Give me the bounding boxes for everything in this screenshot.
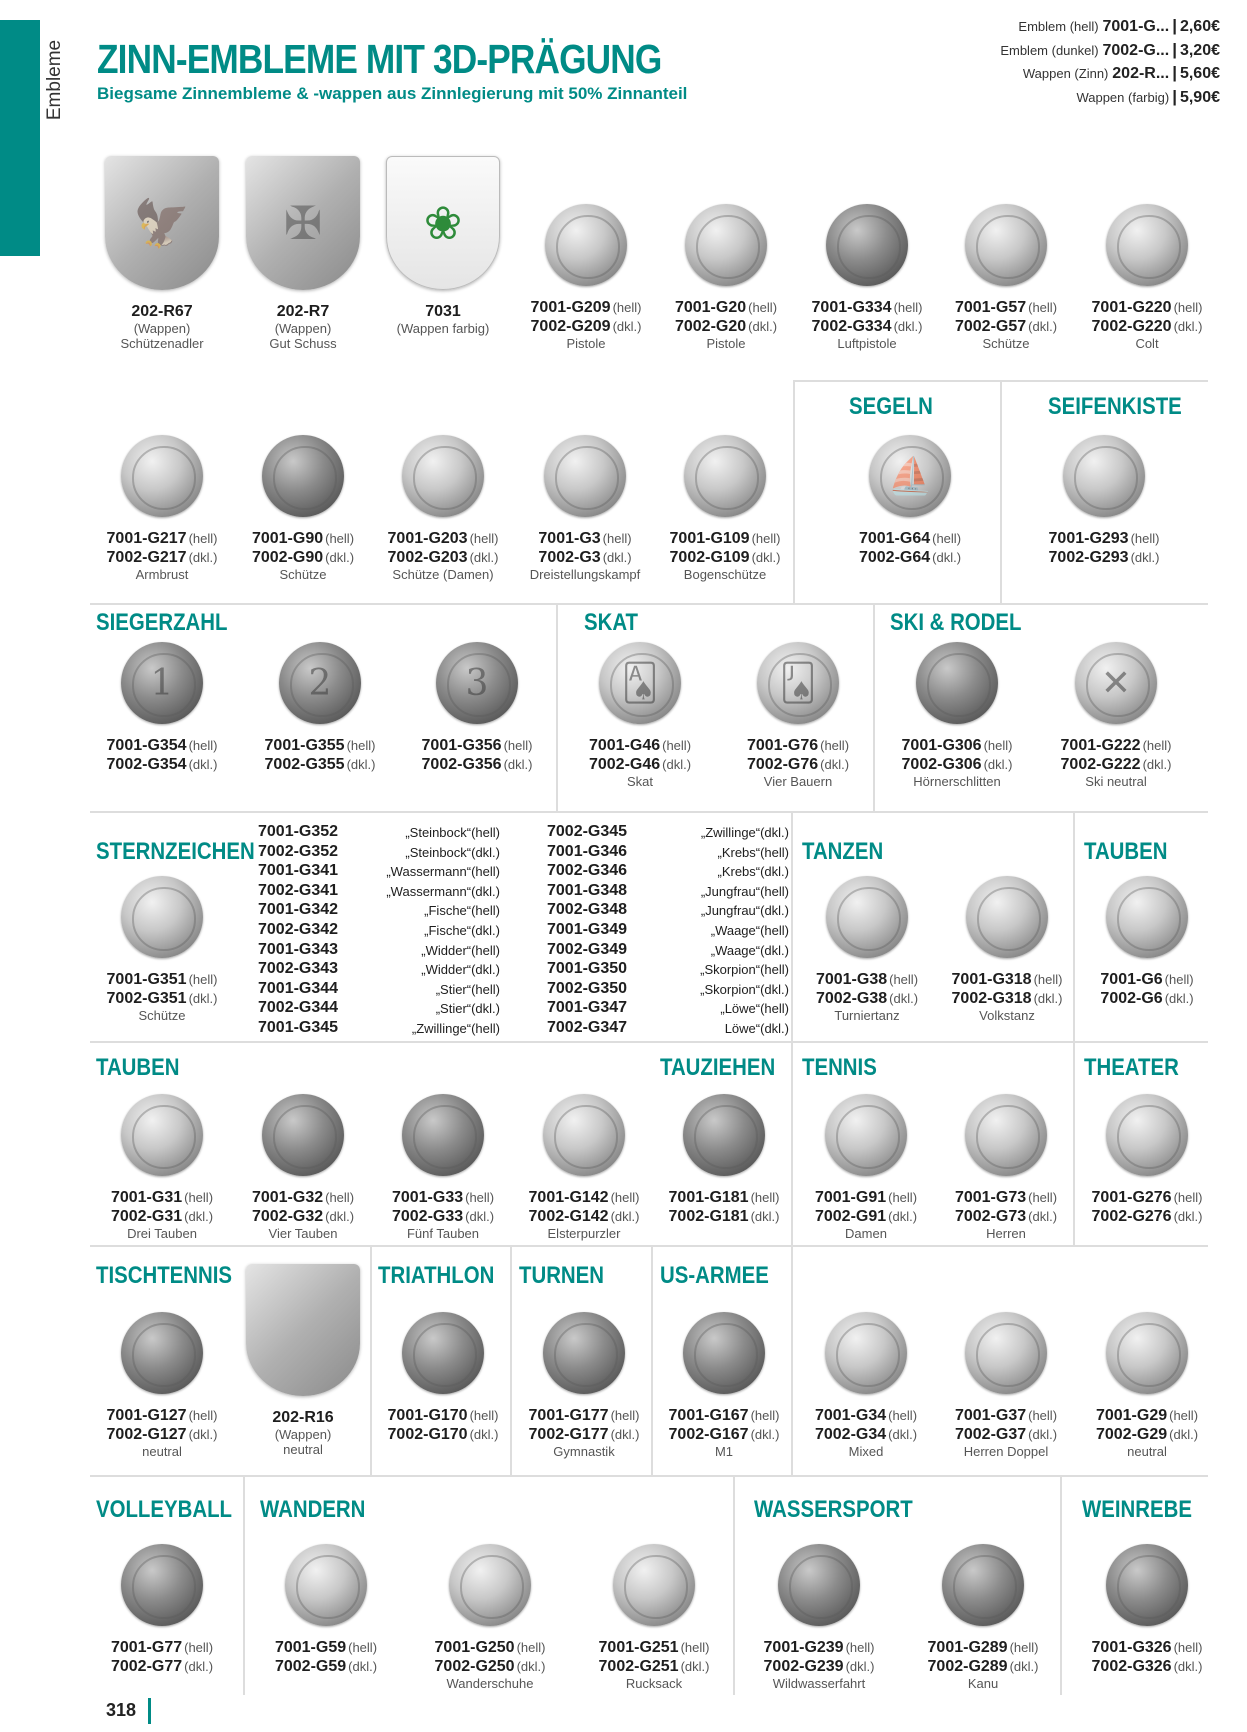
pigeons-icon [262, 1094, 344, 1176]
product-item[interactable]: 7001-G20 (hell) 7002-G20 (dkl.) Pistole [656, 204, 796, 351]
divider [556, 603, 558, 813]
pigeon-icon [1106, 876, 1188, 958]
product-item[interactable]: ✕ 7001-G222 (hell) 7002-G222 (dkl.) Ski neutral [1046, 642, 1186, 789]
number-two-icon: 2 [279, 642, 361, 724]
shooter-icon [965, 204, 1047, 286]
section-title-volleyball: VOLLEYBALL [96, 1496, 232, 1523]
volleyball-icon [121, 1544, 203, 1626]
section-title-tischtennis: TISCHTENNIS [96, 1262, 233, 1289]
product-item[interactable]: 7001-G326 (hell) 7002-G326 (dkl.) [1077, 1544, 1217, 1676]
list-item: 7001-G349 „Waage“(hell) [547, 920, 789, 938]
product-item[interactable]: 🂡 7001-G46 (hell) 7002-G46 (dkl.) Skat [570, 642, 710, 789]
product-item[interactable]: 7001-G90 (hell) 7002-G90 (dkl.) Schütze [233, 435, 373, 582]
section-title-theater: THEATER [1084, 1054, 1179, 1081]
list-item: 7001-G343 „Widder“(hell) [258, 940, 500, 958]
product-item[interactable]: 🂫 7001-G76 (hell) 7002-G76 (dkl.) Vier Bauern [728, 642, 868, 789]
tug-of-war-icon [683, 1094, 765, 1176]
sailboat-icon: ⛵ [869, 435, 951, 517]
product-item[interactable]: 7001-G91 (hell) 7002-G91 (dkl.) Damen [796, 1094, 936, 1241]
tennis-players-icon [965, 1312, 1047, 1394]
list-item: 7001-G342 „Fische“(hell) [258, 901, 500, 919]
divider [243, 1475, 245, 1695]
list-item: 7002-G350 „Skorpion“(dkl.) [547, 979, 789, 997]
product-item[interactable]: 2 7001-G355 (hell) 7002-G355 (dkl.) [250, 642, 390, 774]
product-item[interactable]: 7001-G34 (hell) 7002-G34 (dkl.) Mixed [796, 1312, 936, 1459]
grapes-icon [1106, 1544, 1188, 1626]
theater-masks-icon [1106, 1094, 1188, 1176]
section-title-wassersport: WASSERSPORT [754, 1496, 913, 1523]
price-row: Emblem (hell) 7001-G... | 2,60€ [1018, 16, 1220, 35]
section-title-tennis: TENNIS [802, 1054, 877, 1081]
section-title-skat: SKAT [584, 609, 639, 636]
shooter-icon [402, 435, 484, 517]
product-item[interactable]: 202-R16 (Wappen) neutral [233, 1264, 373, 1457]
zodiac-list [258, 823, 500, 1039]
folk-dancers-icon [966, 876, 1048, 958]
product-item[interactable]: 7001-G109 (hell) 7002-G109 (dkl.) Bogenschütze [655, 435, 795, 582]
section-title-tanzen: TANZEN [802, 838, 884, 865]
backpack-icon [613, 1544, 695, 1626]
section-title-ski-rodel: SKI & RODEL [890, 609, 1022, 636]
divider [90, 1475, 1208, 1477]
price-row: Wappen (Zinn) 202-R... | 5,60€ [1022, 63, 1220, 82]
list-item: 7002-G348 „Jungfrau“(dkl.) [547, 901, 789, 919]
product-item[interactable]: 7001-G209 (hell) 7002-G209 (dkl.) Pistole [516, 204, 656, 351]
divider [733, 1475, 735, 1695]
tennis-players-icon [825, 1312, 907, 1394]
table-tennis-shield-icon [246, 1264, 360, 1396]
list-item: 7002-G347 Löwe“(dkl.) [547, 1018, 789, 1036]
gymnast-icon [543, 1312, 625, 1394]
pistol-icon [545, 204, 627, 286]
product-item[interactable]: 7001-G170 (hell) 7002-G170 (dkl.) [373, 1312, 513, 1444]
section-title-segeln: SEGELN [849, 393, 933, 420]
list-item: 7001-G350 „Skorpion“(hell) [547, 960, 789, 978]
section-title-triathlon: TRIATHLON [378, 1262, 495, 1289]
divider [793, 380, 1208, 382]
tennis-player-icon [825, 1094, 907, 1176]
product-item[interactable]: 7001-G31 (hell) 7002-G31 (dkl.) Drei Tauben [92, 1094, 232, 1241]
product-item[interactable]: 7001-G177 (hell) 7002-G177 (dkl.) Gymnastik [514, 1312, 654, 1459]
section-title-seifenkiste: SEIFENKISTE [1048, 393, 1182, 420]
wreath-shield-icon: ❀ [386, 156, 500, 290]
page-number-bar [148, 1698, 151, 1724]
list-item: 7001-G344 „Stier“(hell) [258, 979, 500, 997]
number-one-icon: 1 [121, 642, 203, 724]
product-item[interactable]: 7001-G251 (hell) 7002-G251 (dkl.) Rucksack [584, 1544, 724, 1691]
product-item[interactable]: 7001-G127 (hell) 7002-G127 (dkl.) neutral [92, 1312, 232, 1459]
divider [873, 603, 875, 813]
rifle-icon [683, 1312, 765, 1394]
archer-zodiac-icon [121, 876, 203, 958]
section-title-weinrebe: WEINREBE [1082, 1496, 1192, 1523]
product-item[interactable]: 7001-G33 (hell) 7002-G33 (dkl.) Fünf Tauben [373, 1094, 513, 1241]
product-item[interactable]: 7001-G217 (hell) 7002-G217 (dkl.) Armbrust [92, 435, 232, 582]
section-title-turnen: TURNEN [519, 1262, 604, 1289]
divider [90, 1245, 1208, 1247]
product-item[interactable]: 7001-G318 (hell) 7002-G318 (dkl.) Volkstanz [937, 876, 1077, 1023]
product-item[interactable]: ⛵ 7001-G64 (hell) 7002-G64 (dkl.) [840, 435, 980, 567]
product-item[interactable]: 7001-G276 (hell) 7002-G276 (dkl.) [1077, 1094, 1217, 1226]
pigeon-icon [543, 1094, 625, 1176]
zodiac-list [547, 823, 789, 1039]
list-item: 7002-G349 „Waage“(dkl.) [547, 940, 789, 958]
product-item[interactable]: 7001-G6 (hell) 7002-G6 (dkl.) [1077, 876, 1217, 1008]
page-title: ZINN-EMBLEME MIT 3D-PRÄGUNG [97, 36, 662, 82]
list-item: 7002-G344 „Stier“(dkl.) [258, 999, 500, 1017]
product-item[interactable]: 7001-G250 (hell) 7002-G250 (dkl.) Wanderschuhe [420, 1544, 560, 1691]
product-item[interactable]: 7001-G203 (hell) 7002-G203 (dkl.) Schütze (Damen) [373, 435, 513, 582]
product-item[interactable]: 7001-G289 (hell) 7002-G289 (dkl.) Kanu [913, 1544, 1053, 1691]
price-row: Wappen (farbig) | 5,90€ [1076, 86, 1220, 106]
crossed-rifles-shield-icon: ✠ [246, 156, 360, 290]
tennis-player-icon [965, 1094, 1047, 1176]
product-item[interactable]: 7001-G142 (hell) 7002-G142 (dkl.) Elsterpurzler [514, 1094, 654, 1241]
product-item[interactable]: 7001-G29 (hell) 7002-G29 (dkl.) neutral [1077, 1312, 1217, 1459]
product-item[interactable]: 7001-G32 (hell) 7002-G32 (dkl.) Vier Tauben [233, 1094, 373, 1241]
list-item: 7001-G346 „Krebs“(hell) [547, 842, 789, 860]
shooter-icon [544, 435, 626, 517]
price-row: Emblem (dunkel) 7002-G... | 3,20€ [1000, 39, 1220, 59]
section-title-siegerzahl: SIEGERZAHL [96, 609, 228, 636]
page-number: 318 [106, 1700, 137, 1720]
colt-icon [1106, 204, 1188, 286]
triathlon-icon [402, 1312, 484, 1394]
divider [90, 603, 1208, 605]
eagle-shield-icon: 🦅 [105, 156, 219, 290]
kayak-icon [778, 1544, 860, 1626]
product-item[interactable]: 7001-G59 (hell) 7002-G59 (dkl.) [256, 1544, 396, 1676]
pigeons-icon [402, 1094, 484, 1176]
crossed-skis-icon: ✕ [1075, 642, 1157, 724]
canoe-icon [942, 1544, 1024, 1626]
section-title-tauziehen: TAUZIEHEN [660, 1054, 776, 1081]
divider [1000, 380, 1002, 605]
list-item: 7002-G346 „Krebs“(dkl.) [547, 862, 789, 880]
product-item[interactable]: 7001-G351 (hell) 7002-G351 (dkl.) Schütze [92, 876, 232, 1023]
section-title-us-armee: US-ARMEE [660, 1262, 769, 1289]
pigeons-icon [121, 1094, 203, 1176]
price-list [1000, 16, 1220, 110]
cards-icon: 🂡 [599, 642, 681, 724]
section-title-tauben: TAUBEN [96, 1054, 180, 1081]
divider [1060, 1475, 1062, 1695]
product-item[interactable]: 7001-G77 (hell) 7002-G77 (dkl.) [92, 1544, 232, 1676]
air-pistol-icon [826, 204, 908, 286]
crossbow-icon [121, 435, 203, 517]
product-item[interactable]: 3 7001-G356 (hell) 7002-G356 (dkl.) [407, 642, 547, 774]
product-item[interactable]: 1 7001-G354 (hell) 7002-G354 (dkl.) [92, 642, 232, 774]
archer-icon [684, 435, 766, 517]
product-item[interactable]: 7001-G73 (hell) 7002-G73 (dkl.) Herren [936, 1094, 1076, 1241]
section-title-tauben: TAUBEN [1084, 838, 1168, 865]
list-item: 7002-G352 „Steinbock“(dkl.) [258, 842, 500, 860]
table-tennis-icon [121, 1312, 203, 1394]
divider [90, 811, 1208, 813]
product-item[interactable]: 🦅 202-R67 (Wappen) Schützenadler [92, 156, 232, 351]
product-item[interactable]: 7001-G239 (hell) 7002-G239 (dkl.) Wildwasserfahrt [749, 1544, 889, 1691]
list-item: 7001-G345 „Zwillinge“(hell) [258, 1018, 500, 1036]
side-label: Embleme [44, 39, 65, 121]
product-item[interactable]: 7001-G306 (hell) 7002-G306 (dkl.) Hörnerschlitten [887, 642, 1027, 789]
shooter-icon [262, 435, 344, 517]
list-item: 7001-G348 „Jungfrau“(hell) [547, 881, 789, 899]
section-title-wandern: WANDERN [260, 1496, 366, 1523]
section-title-sternzeichen: STERNZEICHEN [96, 838, 255, 865]
soapbox-car-icon [1063, 435, 1145, 517]
product-item[interactable]: 7001-G220 (hell) 7002-G220 (dkl.) Colt [1077, 204, 1217, 351]
hiking-boots-icon [449, 1544, 531, 1626]
product-item[interactable]: ❀ 7031 (Wappen farbig) [373, 156, 513, 336]
product-item[interactable]: 7001-G3 (hell) 7002-G3 (dkl.) Dreistellungskampf [515, 435, 655, 582]
list-item: 7002-G341 „Wassermann“(dkl.) [258, 881, 500, 899]
sled-icon [916, 642, 998, 724]
product-item[interactable]: 7001-G181 (hell) 7002-G181 (dkl.) [654, 1094, 794, 1226]
product-item[interactable]: 7001-G334 (hell) 7002-G334 (dkl.) Luftpistole [797, 204, 937, 351]
list-item: 7002-G345 „Zwillinge“(dkl.) [547, 823, 789, 840]
list-item: 7001-G352 „Steinbock“(hell) [258, 823, 500, 840]
section-tab-marker [0, 20, 40, 256]
cards-icon: 🂫 [757, 642, 839, 724]
product-item[interactable]: ✠ 202-R7 (Wappen) Gut Schuss [233, 156, 373, 351]
product-item[interactable]: 7001-G293 (hell) 7002-G293 (dkl.) [1034, 435, 1174, 567]
pistol-icon [685, 204, 767, 286]
dancers-icon [826, 876, 908, 958]
page-subtitle: Biegsame Zinnembleme & -wappen aus Zinnlegierung mit 50% Zinnanteil [97, 84, 688, 103]
number-three-icon: 3 [436, 642, 518, 724]
list-item: 7002-G343 „Widder“(dkl.) [258, 960, 500, 978]
product-item[interactable]: 7001-G37 (hell) 7002-G37 (dkl.) Herren Doppel [936, 1312, 1076, 1459]
list-item: 7001-G341 „Wassermann“(hell) [258, 862, 500, 880]
divider [90, 1041, 1208, 1043]
tennis-racket-icon [1106, 1312, 1188, 1394]
product-item[interactable]: 7001-G167 (hell) 7002-G167 (dkl.) M1 [654, 1312, 794, 1459]
list-item: 7001-G347 „Löwe“(hell) [547, 999, 789, 1017]
hikers-icon [285, 1544, 367, 1626]
product-item[interactable]: 7001-G57 (hell) 7002-G57 (dkl.) Schütze [936, 204, 1076, 351]
list-item: 7002-G342 „Fische“(dkl.) [258, 920, 500, 938]
product-item[interactable]: 7001-G38 (hell) 7002-G38 (dkl.) Turniertanz [797, 876, 937, 1023]
